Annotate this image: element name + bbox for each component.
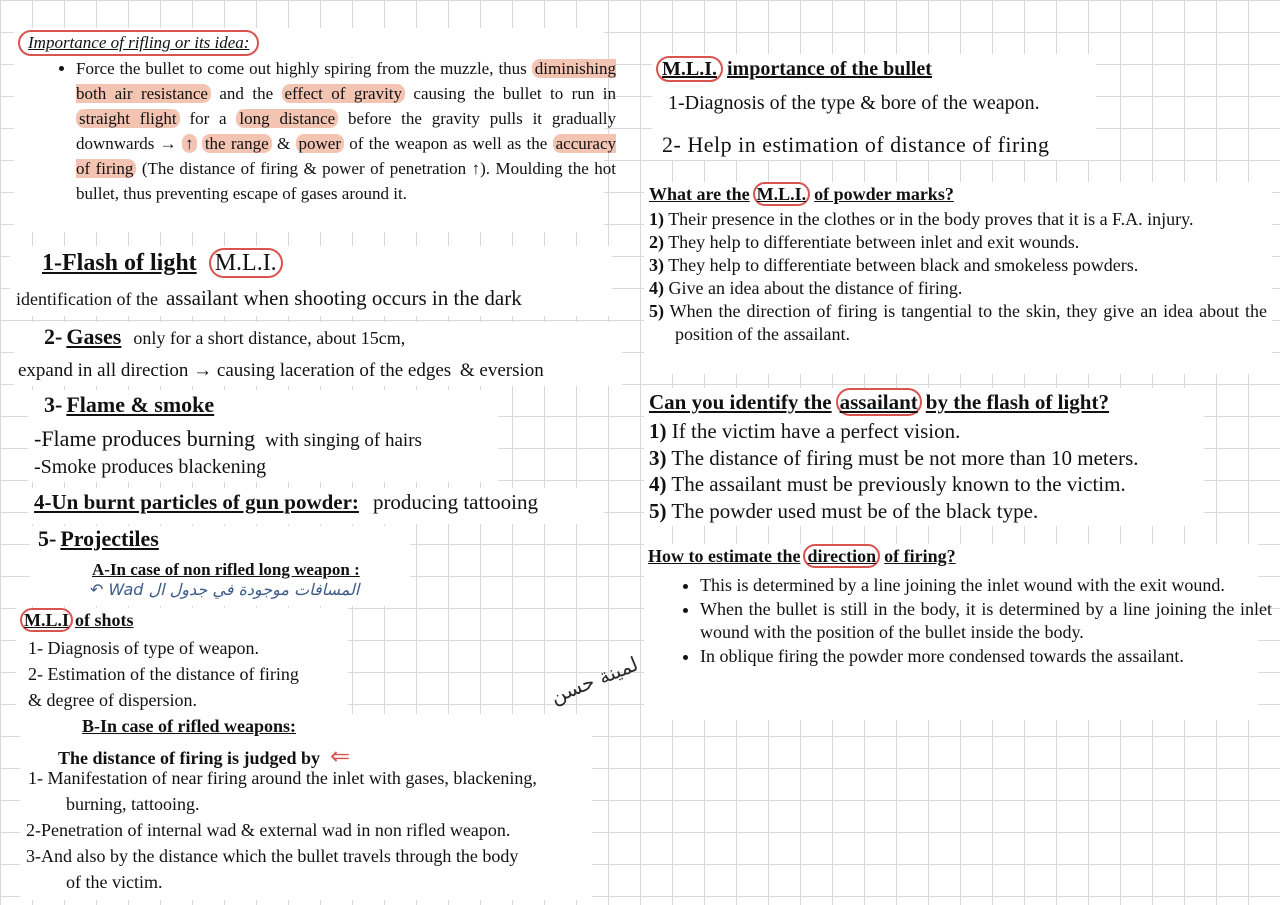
direction-item-3: • In oblique firing the powder more condensed towards the assailant. [700, 645, 1272, 669]
powder-section [644, 182, 1272, 374]
gases-title: Gases [66, 324, 122, 349]
gases-heading: 2- Gases only for a short distance, about 15cm, [44, 324, 406, 349]
identify-item-3: 4) The assailant must be previously known to the victim. [649, 472, 1126, 496]
powder-item-4: 4) Give an idea about the distance of firing. [649, 278, 963, 298]
rifled-item-3-cont: of the victim. [66, 872, 163, 892]
gases-line: expand in all direction → causing laceration of the edges & eversion [18, 360, 544, 381]
rifled-item-2: 2-Penetration of internal wad & external wad in non rifled weapon. [26, 820, 511, 840]
non-rifled-title: A-In case of non rifled long weapon : [92, 560, 360, 579]
highlight: power [296, 134, 344, 153]
flash-section [10, 246, 612, 316]
gases-section [14, 322, 622, 386]
powder-list [649, 208, 1267, 346]
rifling-paragraph: • Force the bullet to come out highly spiring from the muzzle, thus diminishing both air resistance and the effect of gravity causing the bullet to run in straight flight for a long distance before the gravity pulls it gradually downwards → ↑ the range & power of the weapon as well as the accuracy of firing (The distance of firing & power of penetration ↑). Moulding the hot bullet, thus preventing escape of gases around it. [76, 56, 616, 206]
highlight: accuracy of firing [76, 134, 616, 178]
identify-item-2: 3) The distance of firing must be not more than 10 meters. [649, 445, 1139, 470]
signature: لمينة حسن [546, 651, 642, 709]
rifled-subtitle: The distance of firing is judged by ⇐ [58, 744, 351, 770]
bullet-mli-circled: M.L.I. [656, 56, 723, 82]
shots-item-2: 2- Estimation of the distance of firing [28, 664, 299, 684]
projectiles-heading: 5- Projectiles [38, 526, 159, 551]
bullet-section [652, 54, 1096, 160]
bullet-item-1: 1-Diagnosis of the type & bore of the weapon. [668, 92, 1040, 114]
highlight: ↑ [182, 134, 197, 153]
powder-heading: What are the M.L.I. of powder marks? [649, 184, 954, 204]
projectiles-section [30, 526, 410, 606]
unburnt-title: 4-Un burnt particles of gun powder: [34, 490, 359, 514]
rifling-title: Importance of rifling or its idea: [18, 30, 259, 56]
flame-heading: 3- Flame & smoke [44, 392, 215, 417]
shots-mli-circled: M.L.I [20, 608, 73, 632]
direction-list [680, 574, 1272, 668]
highlight: straight flight [76, 109, 180, 128]
identify-assailant-circled: assailant [836, 388, 922, 416]
flash-text: identification of the assailant when shooting occurs in the dark [16, 286, 522, 310]
direction-item-2: • When the bullet is still in the body, it is determined by a line joining the inlet wound with the position of the bullet inside the body. [700, 598, 1272, 645]
shots-section [16, 608, 348, 716]
shots-heading: M.L.I of shots [20, 610, 134, 631]
arrow-left-icon: ⇐ [330, 744, 351, 770]
direction-item-1: • This is determined by a line joining the inlet wound with the exit wound. [700, 574, 1272, 598]
flame-line-1: -Flame produces burning with singing of hairs [34, 426, 422, 451]
gases-note: only for a short distance, about 15cm, [133, 328, 406, 348]
powder-item-1: 1) Their presence in the clothes or in the body proves that it is a F.A. injury. [649, 209, 1194, 229]
identify-heading: Can you identify the assailant by the flash of light? [649, 390, 1109, 414]
flame-section [28, 390, 498, 482]
highlight: the range [202, 134, 272, 153]
bullet-heading: M.L.I. importance of the bullet [656, 58, 932, 81]
bullet-item-2: 2- Help in estimation of distance of firing [662, 132, 1050, 157]
highlight: effect of gravity [282, 84, 406, 103]
unburnt-line: 4-Un burnt particles of gun powder: producing tattooing [34, 490, 538, 514]
identify-list [649, 418, 1139, 524]
projectiles-title: Projectiles [60, 526, 159, 551]
identify-item-1: 1) If the victim have a perfect vision. [649, 419, 961, 443]
shots-item-3: & degree of dispersion. [28, 690, 197, 710]
powder-item-5: 5) When the direction of firing is tangential to the skin, they give an idea about the position of the assailant. [649, 301, 1267, 344]
highlight: long distance [236, 109, 338, 128]
flash-title: 1-Flash of light [42, 250, 197, 276]
highlight: diminishing both air resistance [76, 59, 617, 103]
direction-section [644, 544, 1272, 720]
handwritten-note: المسافات موجودة في جدول ال Wad ↶ [90, 580, 360, 599]
rifling-list [56, 56, 616, 206]
direction-circled: direction [803, 544, 880, 568]
direction-heading: How to estimate the direction of firing? [648, 546, 956, 566]
shots-item-1: 1- Diagnosis of type of weapon. [28, 638, 259, 658]
unburnt-section [28, 488, 604, 524]
identify-item-4: 5) The powder used must be of the black type. [649, 498, 1039, 523]
rifled-section [20, 714, 592, 900]
flame-title: Flame & smoke [66, 392, 215, 417]
powder-item-2: 2) They help to differentiate between inlet and exit wounds. [649, 232, 1080, 252]
flame-line-2: -Smoke produces blackening [34, 456, 267, 478]
identify-section [644, 388, 1204, 526]
flash-heading [42, 250, 283, 277]
rifled-item-1: 1- Manifestation of near firing around the inlet with gases, blackening, [28, 768, 537, 788]
powder-item-3: 3) They help to differentiate between black and smokeless powders. [649, 255, 1139, 275]
flash-mli-circled: M.L.I. [209, 248, 283, 278]
rifled-title: B-In case of rifled weapons: [82, 716, 296, 736]
rifled-item-3: 3-And also by the distance which the bullet travels through the body [26, 846, 519, 866]
rifled-item-1-cont: burning, tattooing. [66, 794, 200, 814]
rifling-section [14, 28, 617, 232]
powder-mli-circled: M.L.I. [753, 182, 811, 206]
